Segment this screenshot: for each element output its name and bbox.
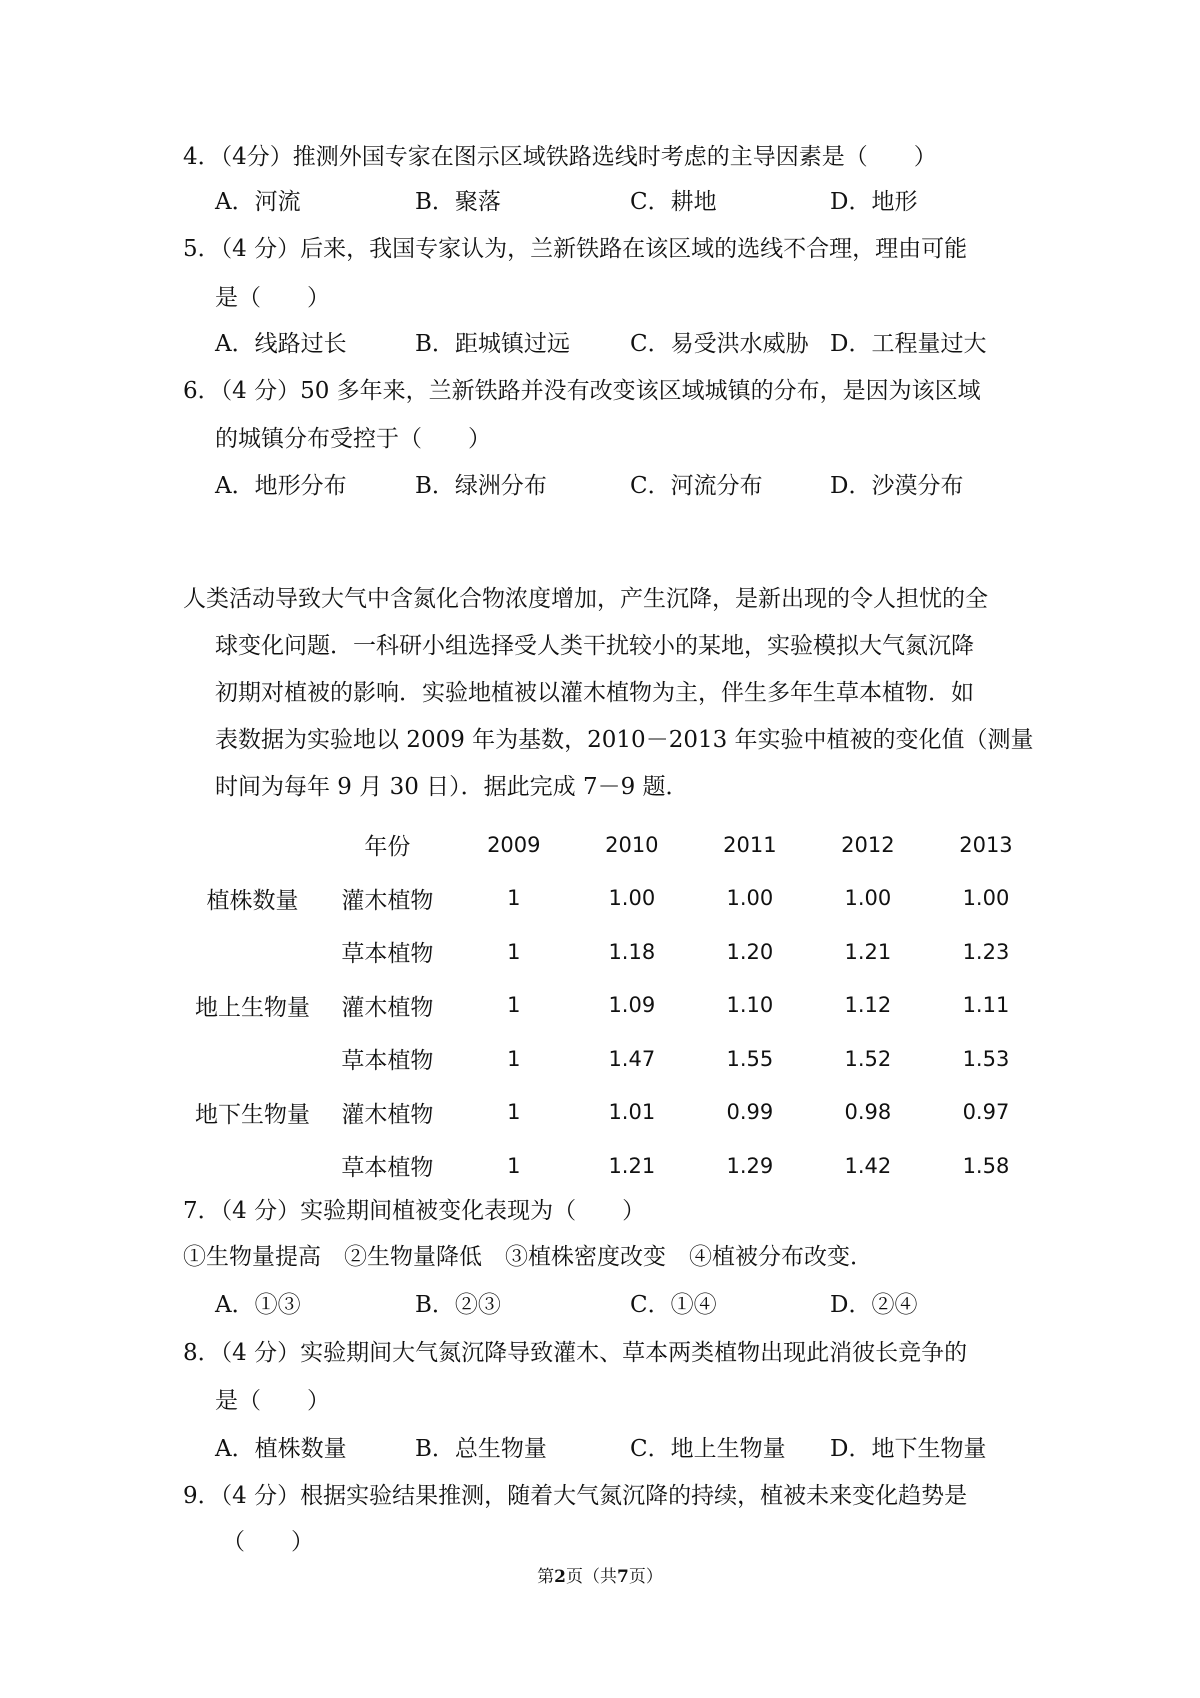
table-plant-label: 草本植物 <box>341 1155 434 1182</box>
table-plant-label: 灌木植物 <box>341 1101 434 1128</box>
q7-statements: ①生物量提高 ②生物量降低 ③植株密度改变 ④植被分布改变． <box>183 1244 873 1270</box>
q8-stem-line1: 8．（4 分）实验期间大气氮沉降导致灌木、草本两类植物出现此消彼长竞争的 <box>183 1340 968 1366</box>
q4-option-d[interactable]: D．地形 <box>830 189 918 215</box>
passage-line-3: 初期对植被的影响．实验地植被以灌木植物为主，伴生多年生草本植物．如 <box>215 680 974 706</box>
table-group-label: 植株数量 <box>206 887 299 914</box>
footer-pre: 第 <box>537 1567 555 1587</box>
table-cell: 1.00 <box>844 886 892 911</box>
table-cell: 1 <box>507 993 521 1018</box>
q6-option-c[interactable]: C．河流分布 <box>630 473 763 499</box>
q5-option-a[interactable]: A．线路过长 <box>215 331 347 357</box>
table-cell: 1.00 <box>962 886 1010 911</box>
table-cell: 1.12 <box>844 993 892 1018</box>
table-plant-label: 灌木植物 <box>341 887 434 914</box>
table-cell: 1.00 <box>726 886 774 911</box>
table-cell: 1 <box>507 886 521 911</box>
table-cell: 1.55 <box>726 1046 774 1071</box>
q8-option-b[interactable]: B．总生物量 <box>415 1436 547 1462</box>
table-cell: 1.21 <box>844 939 892 964</box>
passage-line-4: 表数据为实验地以 2009 年为基数，2010－2013 年实验中植被的变化值（测量 <box>215 727 1034 753</box>
table-row <box>185 979 1045 1033</box>
q6-stem-line2: 的城镇分布受控于（ ） <box>215 426 491 452</box>
table-row <box>185 1086 1045 1140</box>
table-header-year: 2009 <box>487 832 541 857</box>
table-cell: 1.52 <box>844 1046 892 1071</box>
q6-option-d[interactable]: D．沙漠分布 <box>830 473 964 499</box>
table-group-label: 地下生物量 <box>194 1101 310 1128</box>
q7-option-d[interactable]: D．②④ <box>830 1292 918 1318</box>
q7-option-b[interactable]: B．②③ <box>415 1292 501 1318</box>
table-cell: 1.10 <box>726 993 774 1018</box>
table-row <box>185 1032 1045 1086</box>
table-header-year-label: 年份 <box>364 834 411 861</box>
table-cell: 1.00 <box>608 886 656 911</box>
q8-option-d[interactable]: D．地下生物量 <box>830 1436 987 1462</box>
table-cell: 0.99 <box>726 1100 774 1125</box>
q7-stem: 7．（4 分）实验期间植被变化表现为（ ） <box>183 1198 646 1224</box>
table-cell: 1.20 <box>726 939 774 964</box>
table-group-label <box>185 925 320 979</box>
table-header-year: 2013 <box>959 832 1013 857</box>
footer-total-pages: 7 <box>617 1567 629 1587</box>
table-cell: 1.23 <box>962 939 1010 964</box>
q4-option-b[interactable]: B．聚落 <box>415 189 501 215</box>
table-header-row <box>185 818 1045 872</box>
vegetation-change-table <box>185 818 1045 1193</box>
q9-stem-line2: （ ） <box>222 1529 314 1555</box>
table-cell: 1.21 <box>608 1153 656 1178</box>
q5-stem-line2: 是（ ） <box>215 285 330 311</box>
q4-stem: 4．（4分）推测外国专家在图示区域铁路选线时考虑的主导因素是（ ） <box>183 144 937 170</box>
footer-mid: 页（共 <box>566 1567 617 1587</box>
table-plant-label: 草本植物 <box>341 941 434 968</box>
table-header-year: 2012 <box>841 832 895 857</box>
table-cell: 1.18 <box>608 939 656 964</box>
table-cell: 1.01 <box>608 1100 656 1125</box>
table-row <box>185 925 1045 979</box>
table-cell: 1 <box>507 939 521 964</box>
passage-line-1: 人类活动导致大气中含氮化合物浓度增加，产生沉降，是新出现的令人担忧的全 <box>183 586 988 612</box>
table-group-label <box>185 1139 320 1193</box>
table-cell: 0.98 <box>844 1100 892 1125</box>
q5-option-c[interactable]: C．易受洪水威胁 <box>630 331 809 357</box>
q5-option-d[interactable]: D．工程量过大 <box>830 331 987 357</box>
table-cell: 1 <box>507 1046 521 1071</box>
q7-option-c[interactable]: C．①④ <box>630 1292 717 1318</box>
q6-option-b[interactable]: B．绿洲分布 <box>415 473 547 499</box>
table-row <box>185 1139 1045 1193</box>
q9-stem-line1: 9．（4 分）根据实验结果推测，随着大气氮沉降的持续，植被未来变化趋势是 <box>183 1483 968 1509</box>
q6-stem-line1: 6．（4 分）50 多年来，兰新铁路并没有改变该区域城镇的分布，是因为该区域 <box>183 378 981 404</box>
table-group-label <box>185 1032 320 1086</box>
q6-option-a[interactable]: A．地形分布 <box>215 473 347 499</box>
table-cell: 1 <box>507 1153 521 1178</box>
table-cell: 1.47 <box>608 1046 656 1071</box>
table-cell: 1.29 <box>726 1153 774 1178</box>
table-header-year: 2010 <box>605 832 659 857</box>
q4-option-a[interactable]: A．河流 <box>215 189 301 215</box>
table-plant-label: 灌木植物 <box>341 994 434 1021</box>
footer-post: 页） <box>628 1567 663 1587</box>
table-cell: 1.11 <box>962 993 1010 1018</box>
q8-stem-line2: 是（ ） <box>215 1388 330 1414</box>
table-cell: 1.42 <box>844 1153 892 1178</box>
table-header-empty <box>185 818 320 872</box>
q7-option-a[interactable]: A．①③ <box>215 1292 301 1318</box>
passage-line-2: 球变化问题．一科研小组选择受人类干扰较小的某地，实验模拟大气氮沉降 <box>215 633 974 659</box>
table-cell: 1.53 <box>962 1046 1010 1071</box>
table-cell: 1 <box>507 1100 521 1125</box>
table-cell: 1.58 <box>962 1153 1010 1178</box>
table-cell: 1.09 <box>608 993 656 1018</box>
passage-line-5: 时间为每年 9 月 30 日）．据此完成 7－9 题． <box>215 774 689 800</box>
table-cell: 0.97 <box>962 1100 1010 1125</box>
table-group-label: 地上生物量 <box>194 994 310 1021</box>
q8-option-c[interactable]: C．地上生物量 <box>630 1436 786 1462</box>
table-plant-label: 草本植物 <box>341 1048 434 1075</box>
footer-page-number: 2 <box>554 1567 566 1587</box>
q4-option-c[interactable]: C．耕地 <box>630 189 717 215</box>
q5-option-b[interactable]: B．距城镇过远 <box>415 331 570 357</box>
table-row <box>185 872 1045 926</box>
table-header-year: 2011 <box>723 832 777 857</box>
q5-stem-line1: 5．（4 分）后来，我国专家认为，兰新铁路在该区域的选线不合理，理由可能 <box>183 236 968 262</box>
q8-option-a[interactable]: A．植株数量 <box>215 1436 347 1462</box>
page-footer <box>0 1562 1200 1587</box>
